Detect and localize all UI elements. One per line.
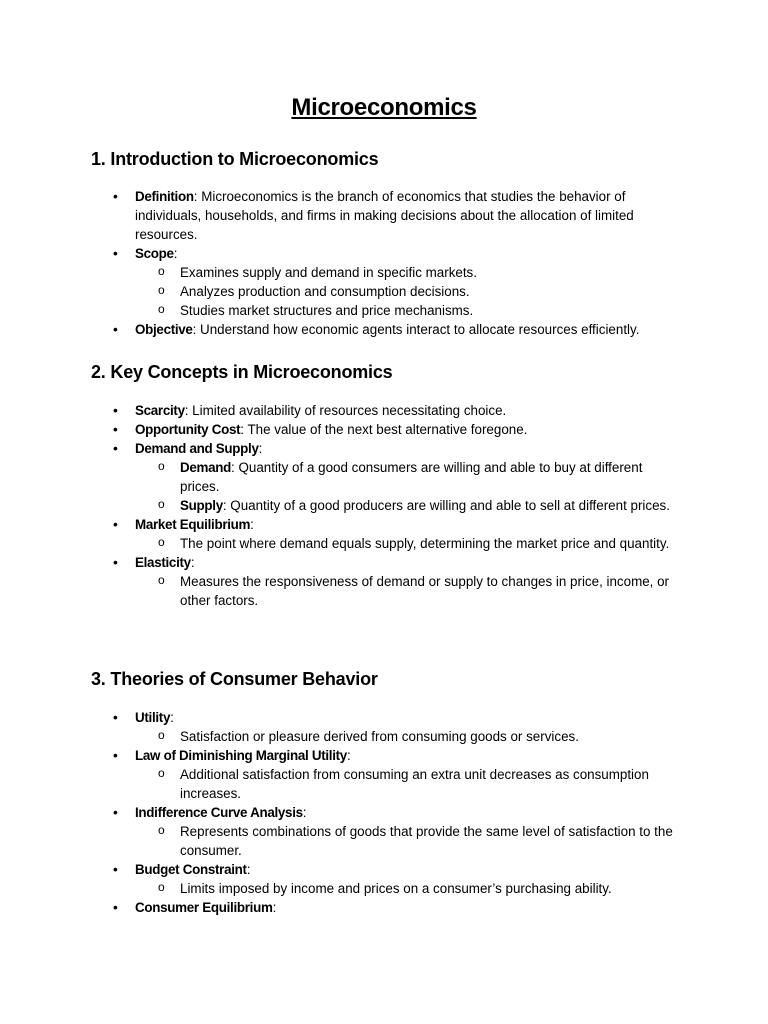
- term-text: :: [170, 710, 174, 725]
- list-item: [91, 515, 670, 553]
- term-label: Demand: [180, 460, 232, 475]
- list-item: [91, 898, 665, 917]
- term-text: : Understand how economic agents interact to allocate resources efficiently.: [192, 322, 640, 337]
- list-item: [91, 401, 665, 420]
- sub-list: [135, 263, 665, 320]
- sub-list-item: o Analyzes production and consumption decisions.: [135, 282, 673, 301]
- term-text: : Microeconomics is the branch of economics that studies the behavior of individuals, households, and firms in making decisions about the allocation of limited resources.: [135, 189, 634, 242]
- term-label: Scope: [135, 246, 174, 261]
- section-consumer-behavior: [91, 668, 691, 917]
- sub-list-item: [135, 496, 673, 515]
- sub-list-item: o Additional satisfaction from consuming an extra unit decreases as consumption increases.: [135, 765, 673, 803]
- sub-list: [135, 727, 665, 746]
- term-label: Consumer Equilibrium: [135, 900, 273, 915]
- sub-list-item: o Limits imposed by income and prices on a consumer’s purchasing ability.: [135, 879, 673, 898]
- sub-list-item: [135, 458, 673, 496]
- term-label: Indifference Curve Analysis: [135, 805, 303, 820]
- term-text: :: [302, 805, 307, 820]
- list-item: [91, 420, 665, 439]
- bullet-list: [91, 708, 691, 917]
- term-label: Opportunity Cost: [135, 422, 241, 437]
- section-heading: 2. Key Concepts in Microeconomics: [91, 362, 393, 382]
- section-heading: 3. Theories of Consumer Behavior: [91, 669, 378, 689]
- section-key-concepts: [91, 361, 691, 610]
- list-item: [91, 708, 665, 746]
- term-label: Scarcity: [135, 403, 185, 418]
- page-title: Microeconomics: [291, 94, 477, 121]
- list-item: [91, 746, 665, 803]
- sub-list: [135, 458, 670, 515]
- term-text: :: [246, 862, 251, 877]
- sub-list: [135, 765, 665, 803]
- sub-list-item: o Studies market structures and price mechanisms.: [135, 301, 673, 320]
- list-item: [91, 187, 665, 244]
- bullet-list: [91, 401, 691, 610]
- sub-list-item: o Represents combinations of goods that provide the same level of satisfaction to the consumer.: [135, 822, 673, 860]
- sub-list-item: o Satisfaction or pleasure derived from consuming goods or services.: [135, 727, 673, 746]
- term-text: : The value of the next best alternative foregone.: [240, 422, 528, 437]
- term-text: : Limited availability of resources necessitating choice.: [184, 403, 507, 418]
- term-label: Utility: [135, 710, 171, 725]
- term-label: Definition: [135, 189, 194, 204]
- term-text: : Quantity of a good producers are willing and able to sell at different prices.: [222, 498, 670, 513]
- term-text: : Quantity of a good consumers are willing and able to buy at different prices.: [180, 460, 643, 494]
- term-label: Demand and Supply: [135, 441, 259, 456]
- bullet-list: [91, 187, 691, 339]
- term-text: :: [250, 517, 254, 532]
- sub-list: [135, 572, 670, 610]
- term-text: :: [173, 246, 178, 261]
- list-item: [91, 553, 670, 610]
- term-label: Elasticity: [135, 555, 191, 570]
- sub-list-item: o The point where demand equals supply, determining the market price and quantity.: [135, 534, 673, 553]
- term-label: Budget Constraint: [135, 862, 247, 877]
- term-text: :: [346, 748, 351, 763]
- term-label: Market Equilibrium: [135, 517, 251, 532]
- sub-list-item: o Examines supply and demand in specific markets.: [135, 263, 673, 282]
- sub-list: [135, 534, 670, 553]
- term-text: :: [272, 900, 277, 915]
- list-item: [91, 803, 673, 860]
- list-item: [91, 439, 670, 515]
- list-item: [91, 244, 665, 320]
- term-label: Supply: [180, 498, 223, 513]
- term-text: :: [258, 441, 263, 456]
- list-item: [91, 320, 665, 339]
- section-introduction: [91, 148, 691, 339]
- term-label: Objective: [135, 322, 193, 337]
- sub-list-item: o Measures the responsiveness of demand or supply to changes in price, income, or other factors.: [135, 572, 673, 610]
- sub-list: [135, 822, 673, 860]
- list-item: [91, 860, 665, 898]
- section-heading: 1. Introduction to Microeconomics: [91, 149, 379, 169]
- term-text: :: [190, 555, 195, 570]
- sub-list: [135, 879, 665, 898]
- term-label: Law of Diminishing Marginal Utility: [135, 748, 347, 763]
